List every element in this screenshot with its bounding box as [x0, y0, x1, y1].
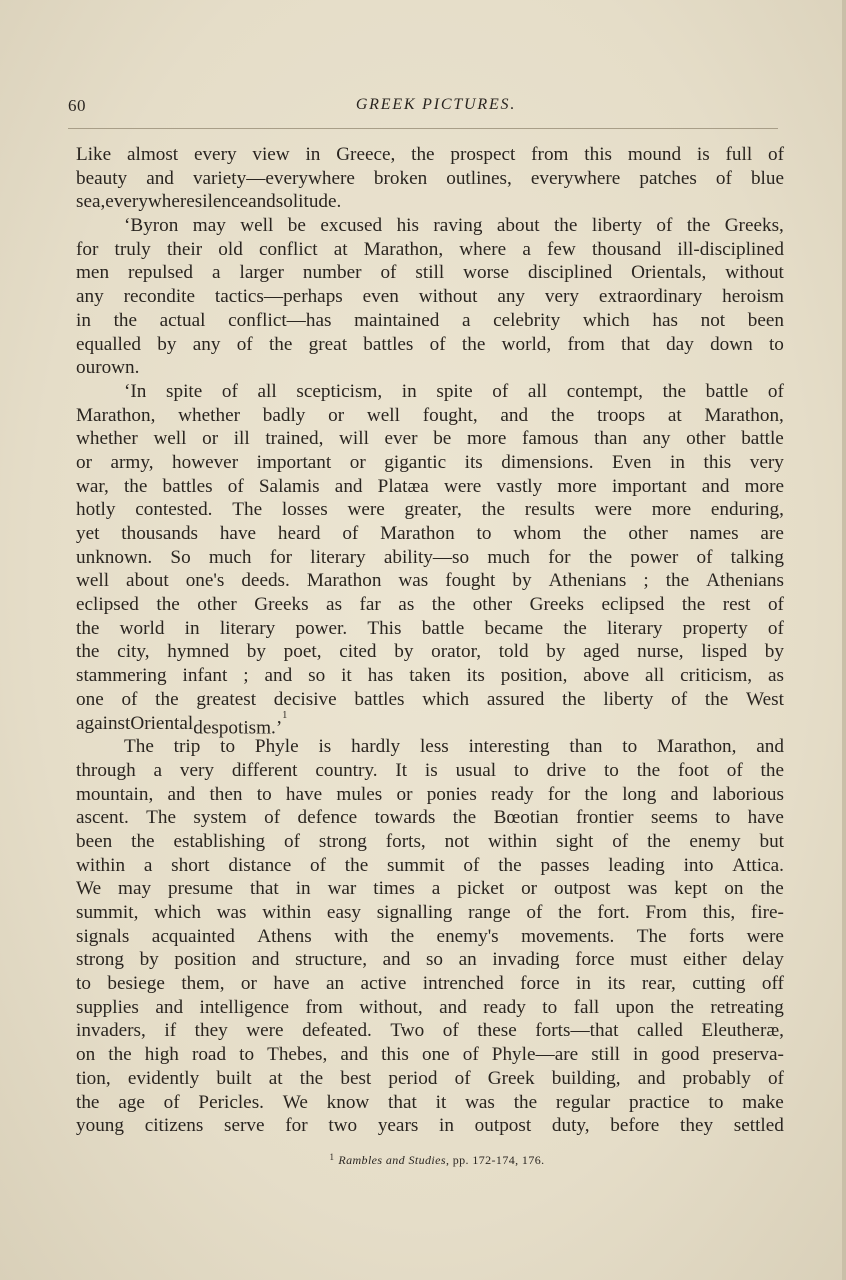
- text-line: Marathon, whether badly or well fought, and the troops at Marathon,: [76, 404, 784, 426]
- text-line: supplies and intelligence from without, and ready to fall upon the retreating: [76, 996, 784, 1018]
- text-line: tion, evidently built at the best period of Greek building, and probably of: [76, 1067, 784, 1089]
- text-line: summit, which was within easy signalling range of the fort. From this, fire-: [76, 902, 784, 923]
- text-line: We may presume that in war times a picket or outpost was kept on the: [76, 878, 784, 900]
- text-line: or army, however important or gigantic its dimensions. Even in this very: [76, 451, 784, 473]
- text-line: any recondite tactics—perhaps even without any very extraordinary heroism: [76, 286, 784, 308]
- text-line: through a very different country. It is usual to drive to the foot of the: [76, 759, 784, 781]
- text-line: one of the greatest decisive battles which assured the liberty of the West: [76, 688, 784, 710]
- text-line: mountain, and then to have mules or ponies ready for the long and laborious: [76, 783, 784, 805]
- footnote: [0, 1153, 846, 1168]
- text-line: signals acquainted Athens with the enemy's movements. The forts were: [76, 925, 784, 947]
- footnote-marker: 1: [282, 709, 288, 721]
- text-line: hotly contested. The losses were greater, the results were more enduring,: [76, 499, 784, 521]
- text-line: against Oriental despotism.’$^1$: [76, 709, 288, 738]
- text-line: in the actual conflict—has maintained a celebrity which has not been: [76, 309, 784, 331]
- text-line: our own.: [76, 357, 140, 379]
- text-line: been the establishing of strong forts, not within sight of the enemy but: [76, 830, 784, 852]
- text-line: stammering infant ; and so it has taken its position, above all criticism, as: [76, 665, 784, 687]
- text-line: equalled by any of the great battles of the world, from that day down to: [76, 333, 784, 355]
- text-line: ascent. The system of defence towards the Bœotian frontier seems to have: [76, 807, 784, 829]
- text-line: war, the battles of Salamis and Platæa were vastly more important and more: [76, 475, 784, 497]
- text-line: Like almost every view in Greece, the prospect from this mound is full of: [76, 144, 784, 165]
- page-edge: [842, 0, 846, 1280]
- footnote-pages: , pp. 172-174, 176.: [445, 1153, 545, 1167]
- page-number: 60: [68, 96, 86, 115]
- text-line: within a short distance of the summit of the passes leading into Attica.: [76, 854, 784, 876]
- page-header: [68, 96, 778, 120]
- body-text: [76, 143, 784, 1138]
- text-line: strong by position and structure, and so an invading force must either delay: [76, 949, 784, 971]
- header-rule: [68, 128, 778, 129]
- text-line: yet thousands have heard of Marathon to whom the other names are: [76, 523, 784, 544]
- text-line: to besiege them, or have an active intrenched force in its rear, cutting off: [76, 973, 784, 995]
- text-line: ‘Byron may well be excused his raving about the liberty of the Greeks,: [124, 215, 784, 237]
- text-line: beauty and variety—everywhere broken outlines, everywhere patches of blue: [76, 167, 784, 189]
- text-line: whether well or ill trained, will ever be more famous than any other battle: [76, 428, 784, 450]
- text-line: on the high road to Thebes, and this one of Phyle—are still in good preserva-: [76, 1044, 784, 1066]
- text-line: well about one's deeds. Marathon was fought by Athenians ; the Athenians: [76, 570, 784, 592]
- running-title: GREEK PICTURES.: [355, 96, 517, 113]
- text-line: invaders, if they were defeated. Two of these forts—that called Eleutheræ,: [76, 1020, 784, 1042]
- text-line: men repulsed a larger number of still worse disciplined Orientals, without: [76, 262, 784, 284]
- text-line: for truly their old conflict at Marathon, where a few thousand ill-disciplined: [76, 238, 784, 260]
- text-line: sea, everywhere silence and solitude.: [76, 191, 342, 213]
- text-line: The trip to Phyle is hardly less interesting than to Marathon, and: [124, 736, 784, 758]
- text-line: unknown. So much for literary ability—so much for the power of talking: [76, 546, 784, 568]
- text-line: the city, hymned by poet, cited by orator, told by aged nurse, lisped by: [76, 641, 784, 663]
- text-line: ‘In spite of all scepticism, in spite of all contempt, the battle of: [124, 380, 784, 402]
- footnote-title: Rambles and Studies: [338, 1153, 446, 1167]
- text-line: the age of Pericles. We know that it was the regular practice to make: [76, 1091, 784, 1113]
- text-line: young citizens serve for two years in outpost duty, before they settled: [76, 1115, 784, 1137]
- text-line: eclipsed the other Greeks as far as the other Greeks eclipsed the rest of: [76, 594, 784, 616]
- footnote-number: 1: [329, 1152, 335, 1162]
- text-line: the world in literary power. This battle became the literary property of: [76, 617, 784, 639]
